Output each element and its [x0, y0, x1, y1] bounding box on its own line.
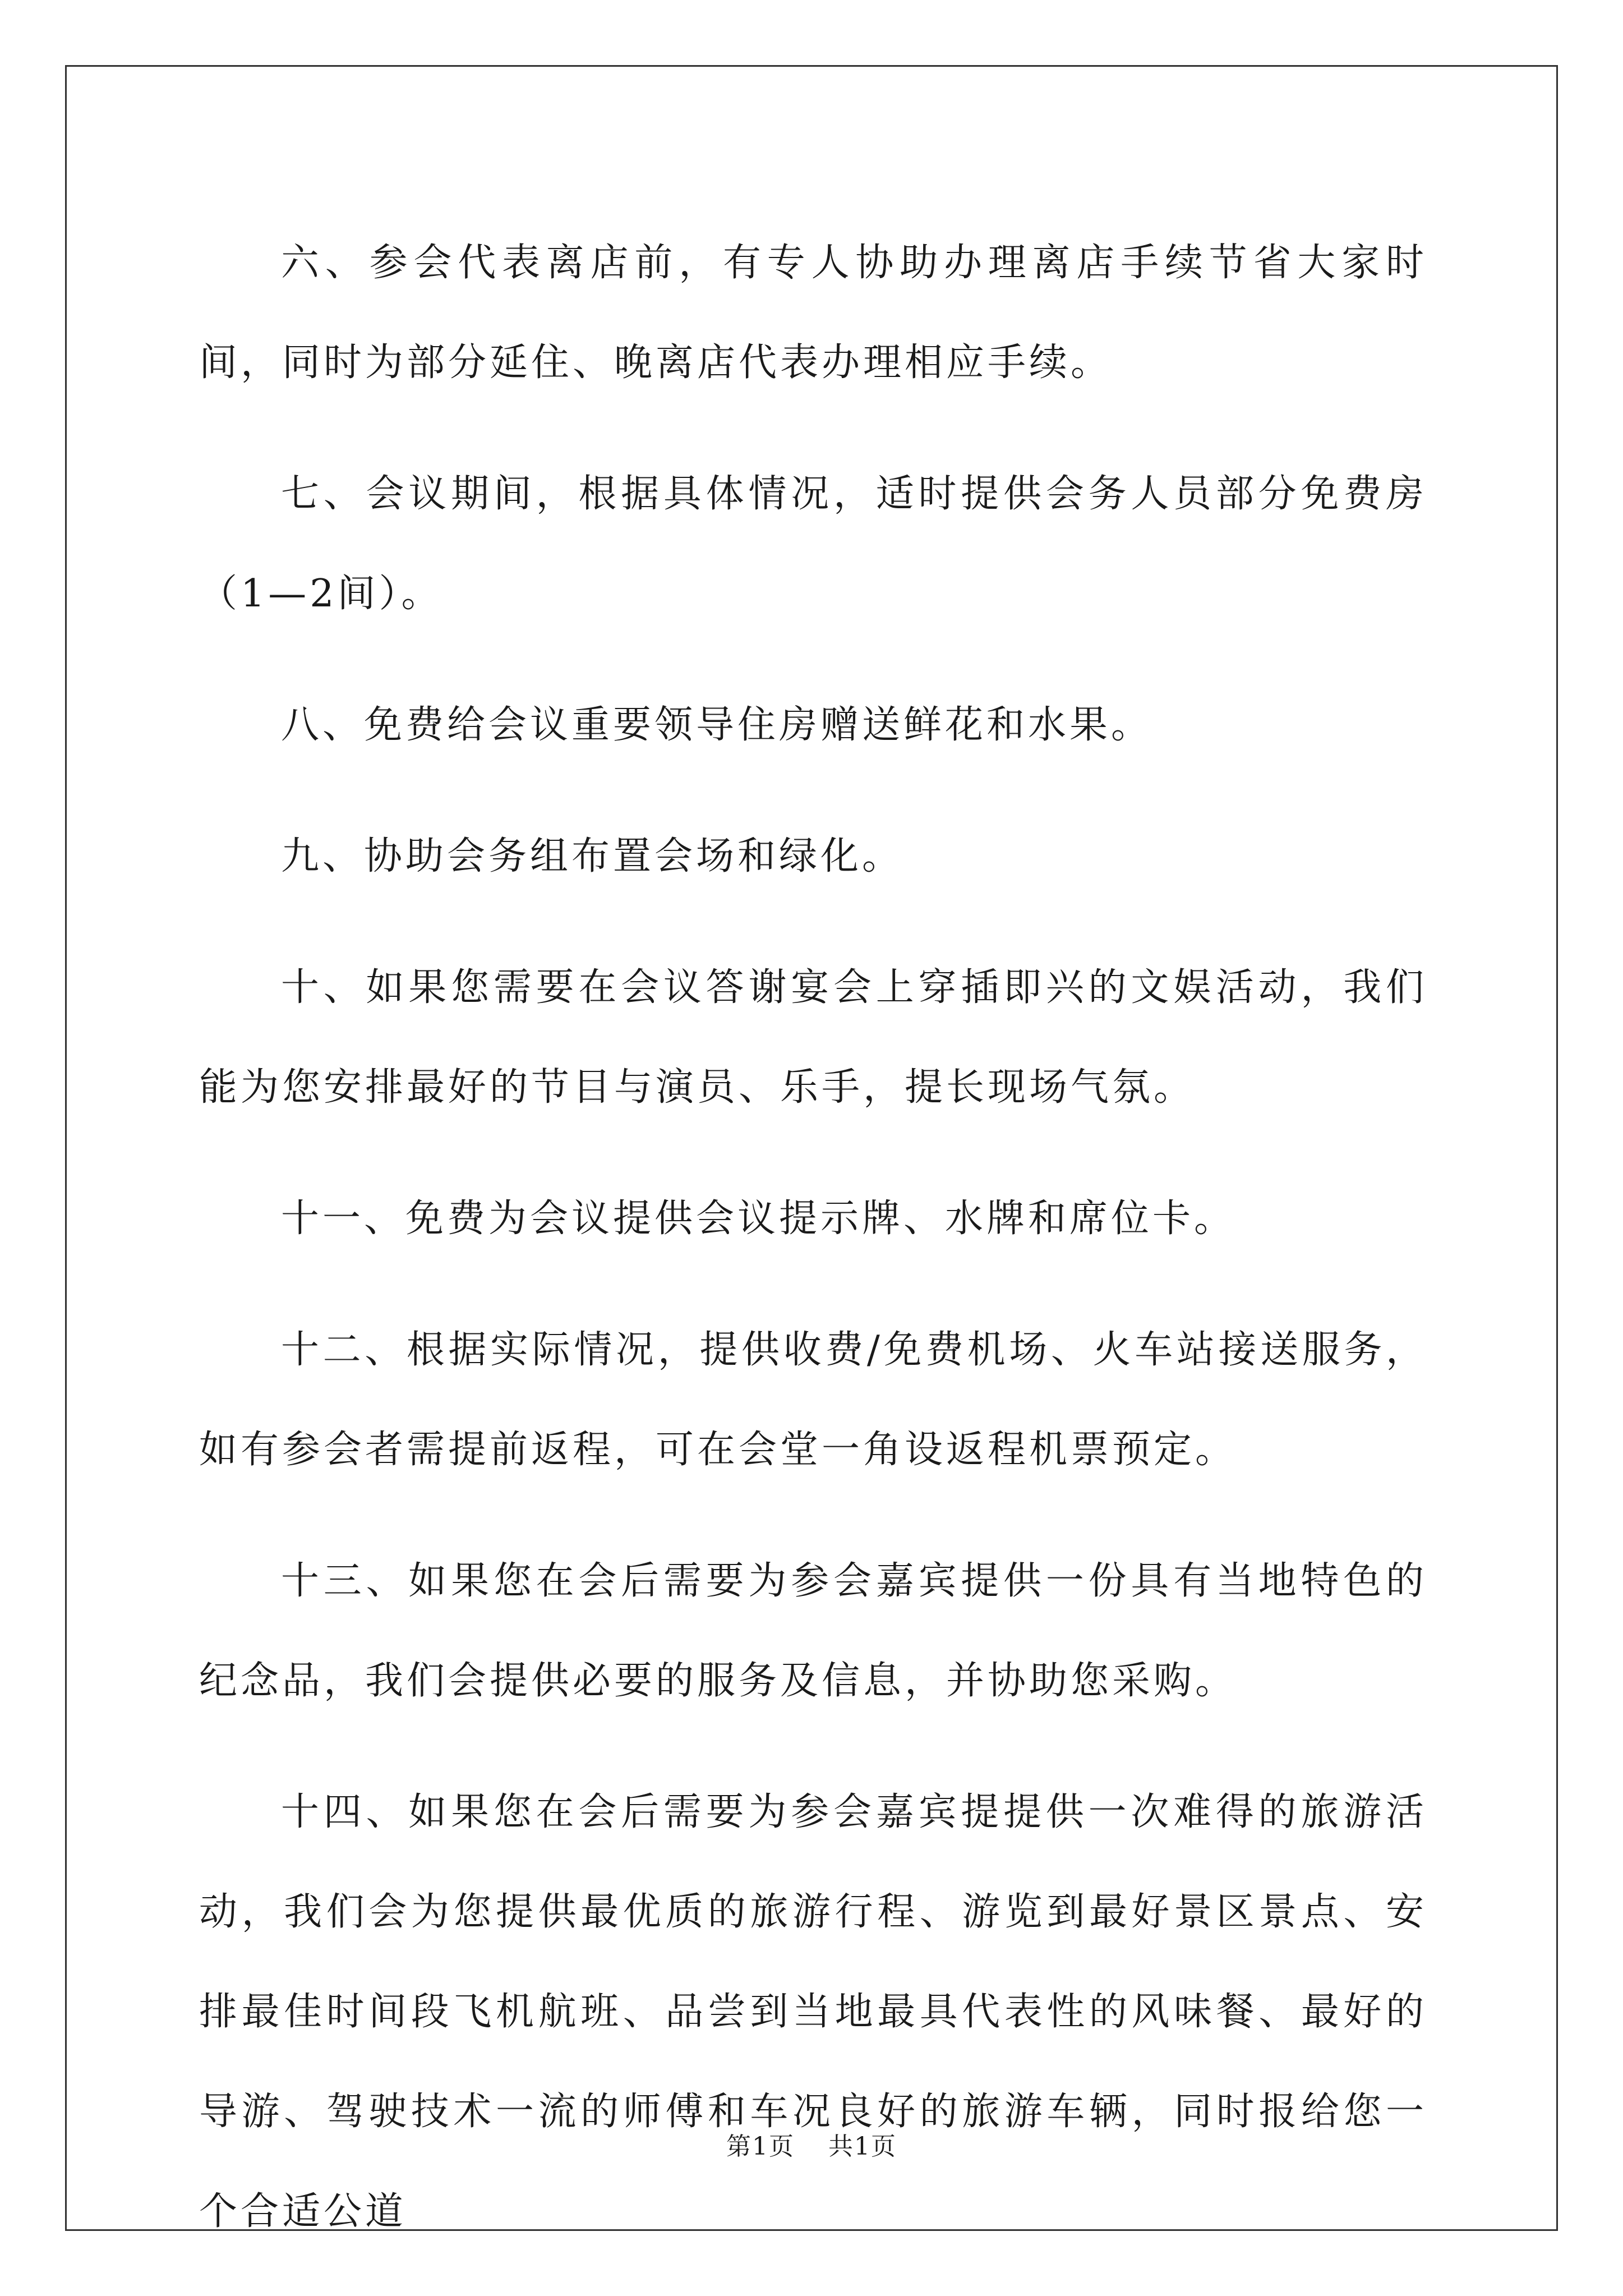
- page-footer: [0, 2126, 1623, 2162]
- paragraph: 十一、免费为会议提供会议提示牌、水牌和席位卡。: [281, 1197, 1236, 1241]
- paragraph: 七、会议期间，根据具体情况，适时提供会务人员部分免费房（1—2间）。: [199, 472, 1427, 616]
- paragraph: 十三、如果您在会后需要为参会嘉宾提供一份具有当地特色的纪念品，我们会提供必要的服务及信息，并协助您采购。: [199, 1559, 1427, 1703]
- total-pages-label: 共1页: [828, 2132, 897, 2161]
- current-page-label: 第1页: [726, 2132, 795, 2161]
- paragraph: 十、如果您需要在会议答谢宴会上穿插即兴的文娱活动，我们能为您安排最好的节目与演员、乐手，提长现场气氛。: [199, 965, 1427, 1110]
- paragraph: 六、参会代表离店前，有专人协助办理离店手续节省大家时间，同时为部分延住、晚离店代表办理相应手续。: [199, 241, 1427, 385]
- paragraph: 十四、如果您在会后需要为参会嘉宾提提供一次难得的旅游活动，我们会为您提供最优质的旅游行程、游览到最好景区景点、安排最佳时间段飞机航班、品尝到当地最具代表性的风味餐、最好的导游、驾驶技术一流的师傅和车况良好的旅游车辆，同时报给您一个合适公道: [199, 1790, 1427, 2234]
- paragraph: 十二、根据实际情况，提供收费/免费机场、火车站接送服务，如有参会者需提前返程，可在会堂一角设返程机票预定。: [199, 1328, 1427, 1472]
- document-body: [199, 213, 1427, 2293]
- paragraph: 九、协助会务组布置会场和绿化。: [281, 834, 904, 878]
- paragraph: 八、免费给会议重要领导住房赠送鲜花和水果。: [281, 703, 1153, 747]
